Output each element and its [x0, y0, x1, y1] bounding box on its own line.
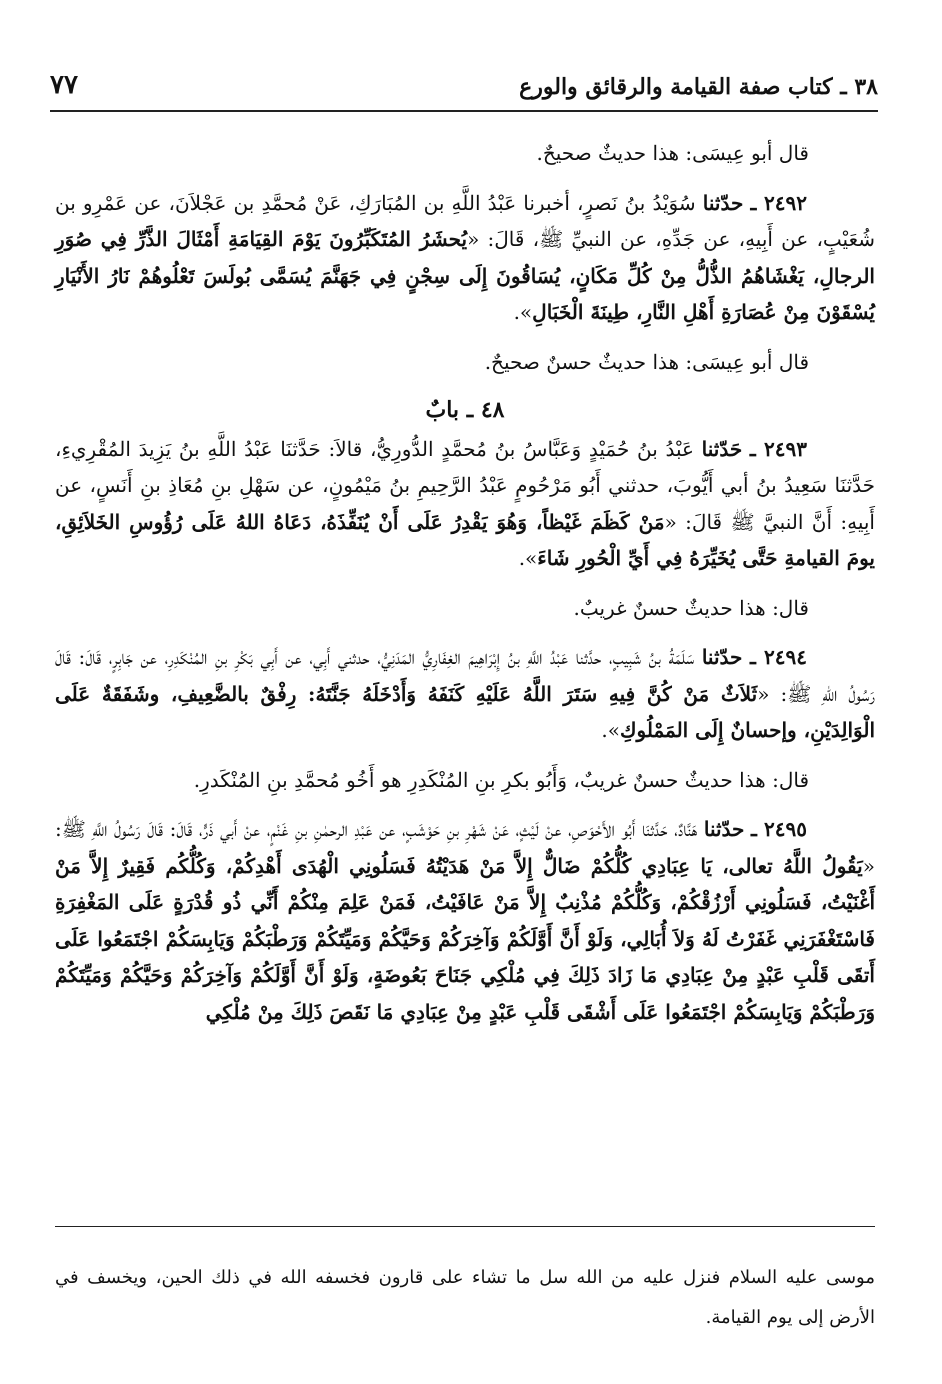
hadith-matn: يُحشَرُ المُتَكَبِّرُونَ يَوْمَ القِيَامَةِ أَمْثَالَ الذَّرِّ فِي صُوَرِ الرجالِ، يَغْشَاهُمُ الذُّلُّ مِنْ كُلِّ مَكَانٍ، يُسَاقُونَ إِلَى سِجْنٍ فِي جَهَنَّمَ يُسَمَّى بُولَسَ تَعْلُوهُمْ نَارُ الأَنْيَارِ يُسْقَوْنَ مِنْ عُصَارَةِ أَهْلِ النَّارِ، طِينَةَ الْخَبَالِ: [55, 227, 875, 324]
hadith-isnad: عَبْدُ بنُ حُمَيْدٍ وَعَبَّاسُ بنُ مُحمَّدٍ الدُّورِيُّ، قالاَ: حَدَّثنَا عَبْدُ اللَّهِ بنُ يَزِيدَ المُقْرِيءِ، حَدَّثنَا سَعِيدُ بنُ أبي أَيُّوبَ، حدثني أَبُو مَرْحُومٍ عَبْدُ الرَّحِيمِ بنُ مَيْمُونٍ، عن سَهْلِ بنِ مُعَاذِ بنِ أَنَسٍ، عن أَبِيهِ: أَنَّ النبيَّ ﷺ قَالَ: «: [55, 436, 875, 534]
chapter-heading: ٤٨ ـ بابٌ: [425, 397, 505, 423]
hadith-label: حدّثنا: [703, 817, 745, 841]
tirmidhi-verdict: قال أبو عِيسَى: هذا حديثٌ صحيحٌ.: [536, 141, 809, 165]
hadith-number: ٢٤٩٣ ـ: [749, 436, 808, 461]
hadith-number: ٢٤٩٤ ـ: [749, 645, 808, 669]
page-number: ٧٧: [50, 70, 78, 100]
main-text: [55, 135, 875, 1030]
hadith-matn: مَنْ كَظَمَ غَيْظاً، وَهُوَ يَقْدِرُ عَلَى أَنْ يُنَفِّذَهُ، دَعَاهُ اللهُ عَلَى رُؤُوسِ الخَلاَئِقِ، يومَ القيامةِ حَتَّى يُخَيِّرَهُ فِي أَيِّ الْحُورِ شَاءَ: [55, 509, 875, 570]
hadith-2493: [55, 431, 875, 577]
hadith-number: ٢٤٩٢ ـ: [750, 190, 807, 215]
hadith-2495: [55, 811, 875, 1030]
hadith-end: ».: [513, 300, 533, 324]
tirmidhi-verdict: قال أبو عِيسَى: هذا حديثٌ حسنٌ صحيحٌ.: [484, 349, 809, 374]
hadith-label: حدّثنا: [701, 645, 743, 669]
hadith-end: ».: [518, 546, 538, 570]
tirmidhi-verdict: قال: هذا حديثٌ حسنٌ غريبٌ، وَأَبُو بكرِ بنِ المُنْكَدِرِ هو أَخُو مُحمَّدِ بنِ المُنْكَدرِ.: [193, 767, 809, 792]
hadith-number: ٢٤٩٥ ـ: [750, 817, 807, 841]
hadith-label: حَدّثنا: [701, 436, 743, 461]
hadith-2494: [55, 639, 875, 749]
hadith-end: ».: [601, 718, 620, 742]
hadith-isnad: سُوَيْدُ بنُ نَصرٍ، أخبرنا عَبْدُ اللَّهِ بن المُبَارَكِ، عَنْ مُحمَّدِ بن عَجْلاَنَ، عن عَمْرِو بن شُعَيْبٍ، عن أَبِيهِ، عن جَدِّهِ، عن النبيِّ ﷺ، قَالَ: «: [55, 190, 875, 251]
hadith-2492: [55, 185, 875, 331]
hadith-matn: يَقُولُ اللَّهُ تعالى، يَا عِبَادِي كُلُّكُمْ ضَالٌّ إِلاَّ مَنْ هَدَيْتُهُ فَسَلُونِي الْهُدَى أَهْدِكُمْ، وَكُلُّكُم فَقِيرٌ إِلاَّ مَنْ أَغْنَيْتُ، فَسَلُونِي أَرْزُقْكُمْ، وَكُلُّكُمْ مُذْنِبٌ إِلاَّ مَنْ عَافَيْتُ، فَمَنْ عَلِمَ مِنْكُمْ أَنِّي ذُو قُدْرَةٍ عَلَى المَغْفِرَةِ فَاسْتَغْفَرَنِي غَفَرْتُ لَهُ وَلاَ أُبَالِي، وَلَوْ أَنَّ أَوَّلَكُمْ وَآخِرَكُمْ وَحَيَّكُمْ وَمَيِّتَكُمْ وَرَطْبَكُمْ وَيَابِسَكُمْ اجْتَمَعُوا عَلَى أَتقَى قَلْبِ عَبْدٍ مِنْ عِبَادِي مَا زَادَ ذَلِكَ فِي مُلْكِي جَنَاحَ بَعُوضَةٍ، وَلَوْ أَنَّ أَوَّلَكُمْ وَآخِرَكُمْ وَحَيَّكُمْ وَمَيِّتَكُمْ وَرَطْبَكُمْ وَيَابِسَكُمْ اجْتَمَعُوا عَلَى أَشْقَى قَلْبِ عَبْدٍ مِنْ عِبَادِي مَا نَقَصَ ذَلِكَ مِنْ مُلْكِي: [55, 853, 875, 1024]
page-header: [50, 62, 878, 112]
tirmidhi-verdict: قال: هذا حديثٌ حسنٌ غريبٌ.: [573, 595, 809, 620]
footnote-divider: [55, 1226, 875, 1227]
hadith-matn: ثَلاَثٌ مَنْ كُنَّ فِيهِ سَتَرَ اللَّهُ عَلَيْهِ كَنَفَهُ وَأَدْخَلَهُ جَنَّتَهُ: رِفْقٌ بالضَّعِيفِ، وشَفَقَةٌ عَلَى الْوَالِدَيْنِ، وإحسانٌ إِلَى المَمْلُوكِ: [55, 681, 875, 742]
hadith-label: حدّثنا: [702, 190, 744, 215]
footnote: موسى عليه السلام فنزل عليه من الله سل ما تشاء على قارون فخسفه الله في ذلك الحين، ويخسف في الأرض إلى يوم القيامة.: [55, 1267, 875, 1328]
hadith-isnad: هَنَّادٌ، حَدَّثنَا أَبُو الأَحْوَصِ، عنْ لَيْثٍ، عَنْ شَهْرِ بنِ حَوْشَبٍ، عن عَبْدِ الرحمٰنِ بنِ غَنْمٍ، عنْ أَبي ذَرٍّ، قَالَ: قَالَ رَسُولُ اللَّهِ ﷺ: «: [55, 817, 875, 878]
running-title: ٣٨ ـ كتاب صفة القيامة والرقائق والورع: [519, 74, 878, 100]
hadith-isnad: سَلَمَةُ بنُ شَبِيبٍ، حدَّثنا عَبْدُ اللَّهِ بنُ إِبْرَاهِيمَ الغِفَارِيُّ المَدَنِيُّ، حدثني أَبِي، عن أَبِي بَكْرِ بنِ المُنْكَدِرِ، عن جَابِرٍ، قَالَ: قَالَ رَسُولُ اللهِ ﷺ: «: [55, 645, 875, 706]
